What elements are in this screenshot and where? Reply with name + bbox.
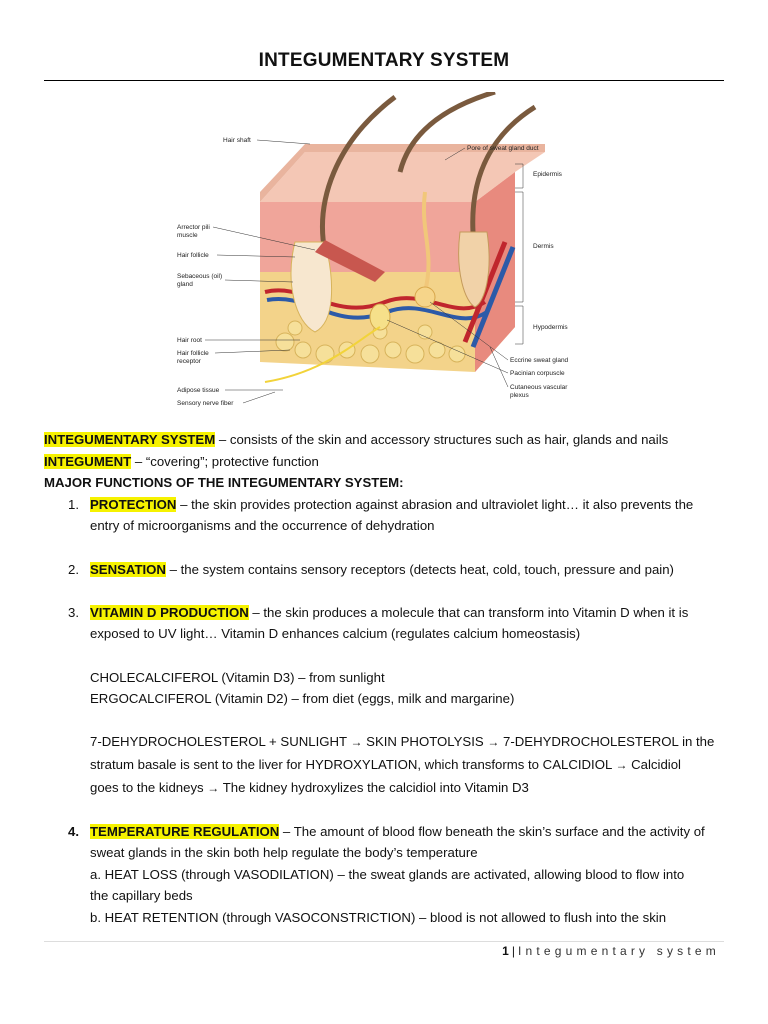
- page-number: 1: [502, 944, 509, 958]
- label-dermis: Dermis: [533, 243, 554, 250]
- label-hair-follicle: Hair follicle: [177, 252, 209, 259]
- functions-heading: MAJOR FUNCTIONS OF THE INTEGUMENTARY SYSTEM:: [44, 475, 404, 491]
- pathway-line-1: 7-DEHYDROCHOLESTEROL + SUNLIGHT → SKIN PHOTOLYSIS → 7-DEHYDROCHOLESTEROL in the: [90, 734, 715, 750]
- definition-integumentary: INTEGUMENTARY SYSTEM – consists of the skin and accessory structures such as hair, glands and nails: [44, 432, 669, 447]
- label-gland: gland: [177, 281, 193, 288]
- label-hair-root: Hair root: [177, 337, 202, 344]
- page-footer: 1 | Integumentary system: [502, 944, 720, 958]
- label-plexus: plexus: [510, 392, 529, 399]
- label-eccrine: Eccrine sweat gland: [510, 357, 569, 364]
- label-sensory-nerve: Sensory nerve fiber: [177, 400, 234, 407]
- list-item-sensation: 2. SENSATION – the system contains sensory receptors (detects heat, cold, touch, pressure and pain): [68, 561, 674, 577]
- label-adipose: Adipose tissue: [177, 387, 220, 394]
- list-item-protection: 1. PROTECTION – the skin provides protection against abrasion and ultraviolet light… it also prevents the entry of microorganisms and the occurrence of dehydration: [68, 496, 694, 534]
- page-title: INTEGUMENTARY SYSTEM: [258, 50, 510, 71]
- label-epidermis: Epidermis: [533, 171, 562, 178]
- label-hair-shaft: Hair shaft: [223, 137, 251, 144]
- arrow-icon: →: [350, 735, 363, 750]
- label-cutaneous: Cutaneous vascular: [510, 384, 568, 391]
- arrow-icon: →: [487, 735, 500, 750]
- arrow-icon: →: [615, 757, 628, 772]
- document-body: [44, 429, 734, 929]
- label-hair-follicle-receptor: Hair follicle: [177, 350, 209, 357]
- definition-integument: INTEGUMENT – “covering”; protective function: [44, 453, 319, 469]
- list-item-temperature: 4. TEMPERATURE REGULATION – The amount of blood flow beneath the skin’s surface and the activity of sweat glands in the skin both help regulate the body’s temperature a. HEAT LOSS (through VASODILATION) – the sweat glands are activated, allowing blood to flow into the capillary beds b. HEAT RETENTION (through VASOCONSTRICTION) – blood is not allowed to flush into the skin: [44, 821, 734, 929]
- highlight-term: SENSATION: [90, 561, 166, 577]
- highlight-term: PROTECTION: [90, 496, 177, 512]
- label-arrector-pili: Arrector pili: [177, 224, 210, 231]
- heat-loss-line: a. HEAT LOSS (through VASODILATION) – the sweat glands are activated, allowing blood to flow into: [90, 866, 685, 882]
- pathway-line-2: stratum basale is sent to the liver for HYDROXYLATION, which transforms to CALCIDIOL → Calcidiol: [90, 756, 681, 772]
- label-muscle: muscle: [177, 232, 198, 239]
- highlight-term: INTEGUMENTARY SYSTEM: [44, 432, 216, 447]
- arrow-icon: →: [207, 780, 220, 795]
- label-pacinian: Pacinian corpuscle: [510, 370, 565, 377]
- left-labels: [177, 137, 251, 407]
- pathway-line-3: goes to the kidneys → The kidney hydroxylizes the calcidiol into Vitamin D3: [90, 779, 529, 795]
- label-receptor: receptor: [177, 358, 201, 365]
- footer-rule: [44, 941, 724, 942]
- label-pore: Pore of sweat gland duct: [467, 145, 539, 152]
- title-rule: [44, 80, 724, 81]
- footer-text: Integumentary system: [517, 944, 720, 958]
- heat-retention-line: b. HEAT RETENTION (through VASOCONSTRICTION) – blood is not allowed to flush into the skin: [90, 910, 667, 926]
- highlight-term: TEMPERATURE REGULATION: [90, 823, 280, 839]
- ergocalciferol-line: ERGOCALCIFEROL (Vitamin D2) – from diet (eggs, milk and margarine): [90, 691, 515, 707]
- cholecalciferol-line: CHOLECALCIFEROL (Vitamin D3) – from sunlight: [90, 669, 385, 685]
- skin-diagram: [175, 92, 575, 412]
- highlight-term: VITAMIN D PRODUCTION: [90, 604, 249, 620]
- list-item-vitamin-d: 3. VITAMIN D PRODUCTION – the skin produces a molecule that can transform into Vitamin D when it is exposed to UV light… Vitamin D enhances calcium (regulates calcium homeostasis) CHOLECALCIFEROL (Vitamin D3) – from sunlight ERGOCALCIFEROL (Vitamin D2) – from diet (eggs, milk and margarine) 7-DEHYDROCHOLESTEROL + SUNLIGHT → SKIN PHOTOLYSIS → 7-DEHYDROCHOLESTEROL in the stratum basale is sent to the liver for HYDROXYLATION, which transforms to CALCIDIOL → Calcidiol goes to the kidneys → The kidney hydroxylizes the calcidiol into Vitamin D3: [44, 602, 734, 799]
- label-sebaceous: Sebaceous (oil): [177, 273, 223, 280]
- label-hypodermis: Hypodermis: [533, 324, 568, 331]
- highlight-term: INTEGUMENT: [44, 453, 132, 469]
